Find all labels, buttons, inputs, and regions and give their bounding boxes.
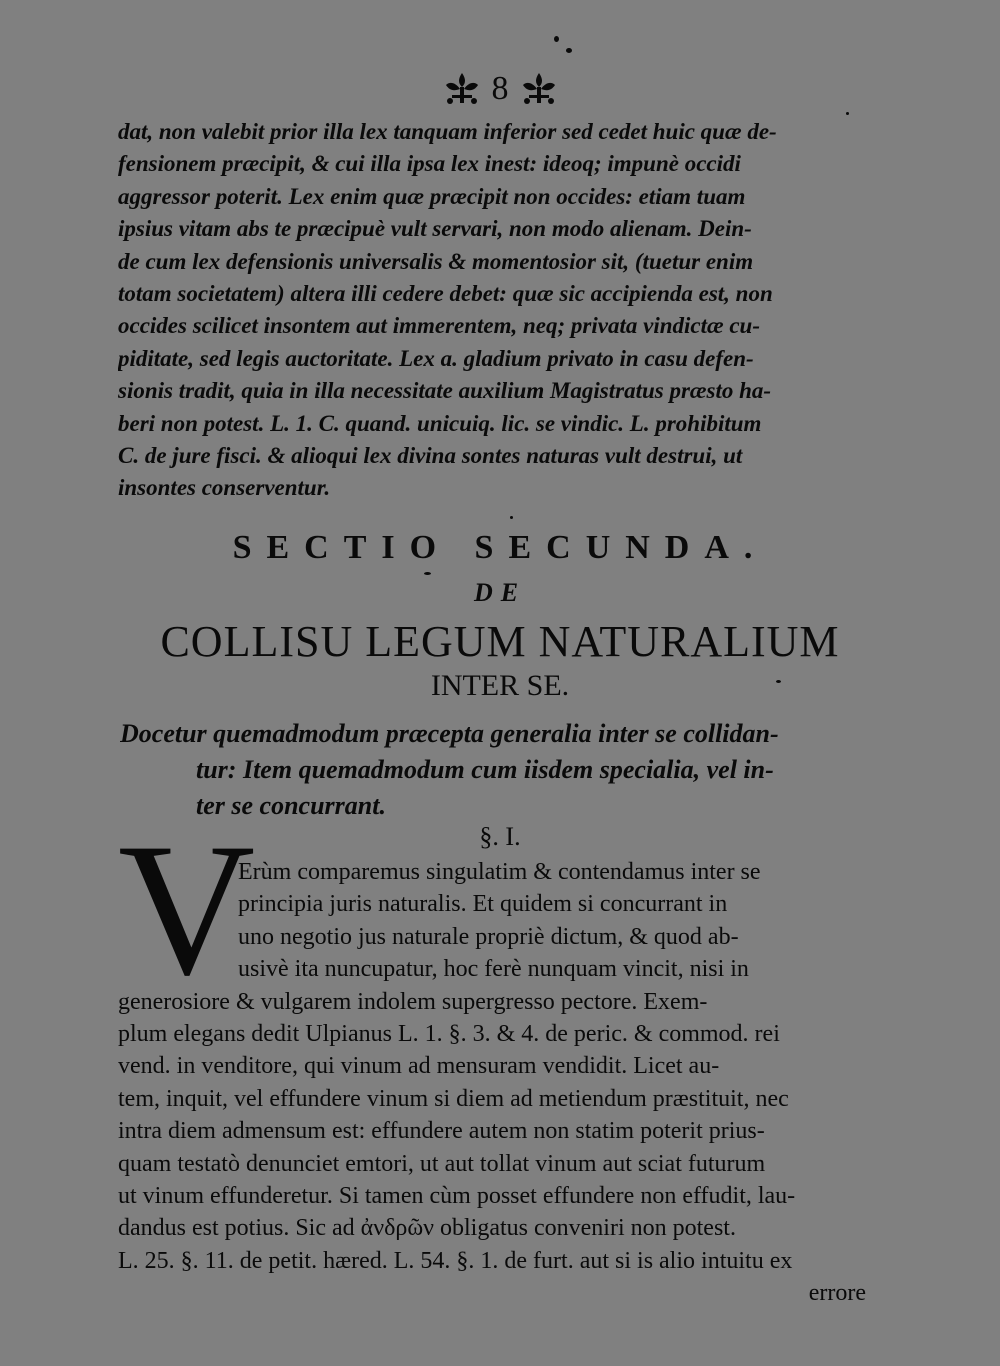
summary-line: tur: Item quemadmodum cum iisdem specialia, vel in- [196,755,774,784]
text-line: Erùm comparemus singulatim & contendamus inter se [238,859,761,885]
body-paragraph [118,856,866,1309]
fleur-ornament-icon [442,71,482,107]
page-number: 8 [491,70,509,107]
text-line: plum elegans dedit Ulpianus L. 1. §. 3. & 4. de peric. & commod. rei [118,1020,780,1047]
de-heading: DE [473,578,527,607]
section-number: §. I. [479,822,521,851]
ink-speck [846,112,849,115]
summary-line: ter se concurrant. [196,791,386,820]
text-line: sionis tradit, quia in illa necessitate auxilium Magistratus præsto ha- [118,378,772,404]
text-line: intra diem admensum est: effundere autem non statim poterit prius- [118,1118,765,1145]
ink-speck [510,516,513,519]
drop-cap: V [118,805,256,1015]
text-line: dandus est potius. Sic ad ἀνδρῶν obligatus conveniri non potest. [118,1215,736,1242]
text-line: usivè ita nuncupatur, hoc ferè nunquam vincit, nisi in [238,956,749,983]
section-heading: SECTIO SECUNDA. [232,529,768,566]
text-line: occides scilicet insontem aut immerentem, neq; privata vindictæ cu- [118,313,761,339]
chapter-subtitle: INTER SE. [430,669,570,702]
page-header [0,66,1000,112]
ink-speck [566,48,572,53]
text-line: generosiore & vulgarem indolem supergresso pectore. Exem- [118,988,708,1015]
summary-line: Docetur quemadmodum præcepta generalia inter se collidan- [120,719,779,748]
text-line: beri non potest. L. 1. C. quand. unicuiq. lic. se vindic. L. prohibitum [118,410,762,436]
text-line: tem, inquit, vel effundere vinum si diem ad metiendum præstituit, nec [118,1085,789,1112]
chapter-title: COLLISU LEGUM NATURALIUM [160,617,840,666]
fleur-ornament-icon [519,71,559,107]
text-line: piditate, sed legis auctoritate. Lex a. gladium privato in casu defen- [118,345,754,371]
text-line: de cum lex defensionis universalis & momentosior sit, (tuetur enim [118,248,754,274]
ink-speck [776,680,781,683]
text-line: ipsius vitam abs te præcipuè vult servari, non modo alienam. Dein- [118,216,752,242]
text-line: principia juris naturalis. Et quidem si concurrant in [238,891,728,918]
text-line: uno negotio jus naturale propriè dictum, & quod ab- [238,923,739,950]
ink-speck [424,572,431,575]
catchword: errore [808,1280,866,1307]
text-line: L. 25. §. 11. de petit. hæred. L. 54. §. 1. de furt. aut si is alio intuitu ex [118,1247,793,1274]
text-line: aggressor poterit. Lex enim quæ præcipit non occides: etiam tuam [118,183,746,209]
italic-paragraph [118,116,866,505]
text-line: totam societatem) altera illi cedere debet: quæ sic accipienda est, non [118,280,773,306]
text-line: C. de jure fisci. & alioqui lex divina sontes naturas vult destrui, ut [118,442,743,468]
text-line: quam testatò denunciet emtori, ut aut tollat vinum aut sciat futurum [118,1150,766,1177]
text-line: dat, non valebit prior illa lex tanquam inferior sed cedet huic quæ de- [118,119,777,144]
text-line: vend. in venditore, qui vinum ad mensuram vendidit. Licet au- [118,1053,720,1080]
text-line: ut vinum effunderetur. Si tamen cùm posset effundere non effudit, lau- [118,1182,796,1209]
text-line: fensionem præcipit, & cui illa ipsa lex inest: ideoq; impunè occidi [118,151,741,177]
text-line: insontes conserventur. [118,475,331,501]
ink-speck [554,36,559,42]
